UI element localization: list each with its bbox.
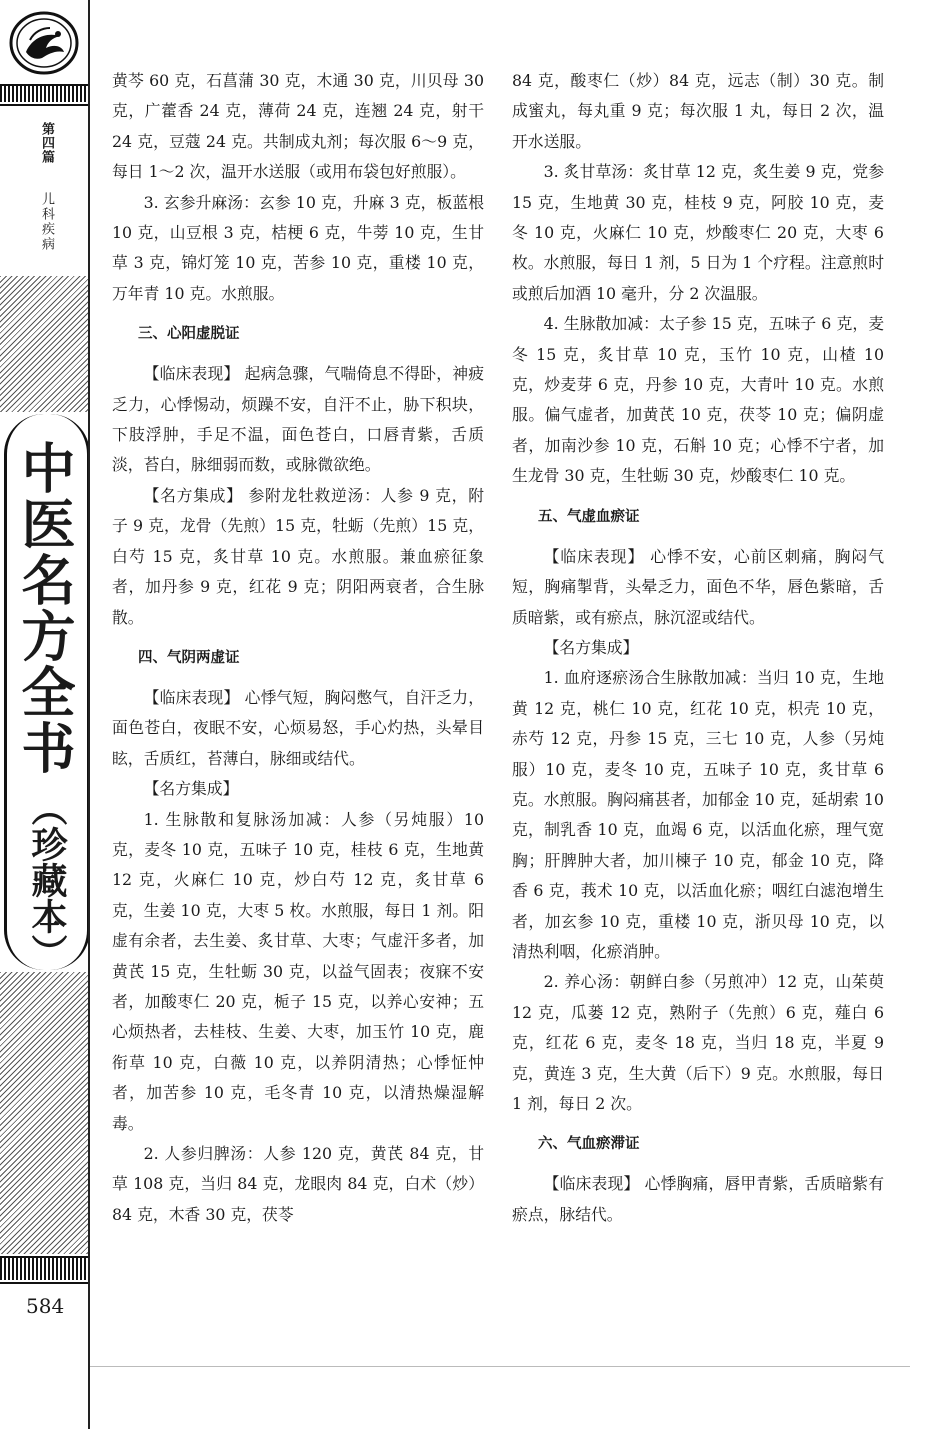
divider [0, 1282, 88, 1284]
paragraph: 1. 血府逐瘀汤合生脉散加减：当归 10 克，生地黄 12 克，桃仁 10 克，红花 10 克，枳壳 10 克，赤芍 12 克，丹参 15 克，三七 10 克，人参（另炖服）10 克，麦冬 10 克，五味子 10 克，炙甘草 6 克。水煎服。胸闷痛甚者，加郁金 10 克，延胡索 10 克，制乳香 10 克，血竭 6 克，以活血化瘀，理气宽胸；肝脾肿大者，加川楝子 10 克，郁金 10 克，降香 6 克，莪术 10 克，以活血化瘀；咽红白滤泡增生者，加玄参 10 克，重楼 10 克，浙贝母 10 克，以清热利咽，化瘀消肿。 [512, 668, 884, 961]
paragraph: 【名方集成】 参附龙牡救逆汤：人参 9 克，附子 9 克，龙骨（先煎）15 克，牡蛎（先煎）15 克，白芍 15 克，炙甘草 10 克。水煎服。兼血瘀征象者，加丹参 9 克，红花 9 克；阴阳两衰者，合生脉散。 [112, 485, 484, 627]
paragraph: 2. 人参归脾汤：人参 120 克，黄芪 84 克，甘草 108 克，当归 84 克，龙眼肉 84 克，白术（炒）84 克，木香 30 克，茯苓 [112, 1144, 484, 1224]
sidebar-rule [88, 0, 90, 1429]
paragraph: 【临床表现】 心悸胸痛，唇甲青紫，舌质暗紫有瘀点，脉结代。 [512, 1174, 884, 1224]
section-heading: 六、气血瘀滞证 [538, 1136, 640, 1153]
phoenix-emblem-icon [8, 10, 80, 76]
paragraph: 3. 玄参升麻汤：玄参 10 克，升麻 3 克，板蓝根 10 克，山豆根 3 克，桔梗 6 克，牛蒡 10 克，生甘草 3 克，锦灯笼 10 克，苦参 10 克，重楼 10 克，万年青 10 克。水煎服。 [112, 192, 484, 303]
paragraph: 1. 生脉散和复脉汤加减：人参（另炖服）10 克，麦冬 10 克，五味子 10 克，桂枝 6 克，生地黄 12 克，火麻仁 10 克，炒白芍 12 克，炙甘草 6 克，生姜 10 克，大枣 5 枚。水煎服，每日 1 剂。阳虚有余者，去生姜、炙甘草、大枣；气虚汗多者，加黄芪 15 克，生牡蛎 30 克，以益气固表；夜寐不安者，加酸枣仁 20 克，栀子 15 克，以养心安神；五心烦热者，去桂枝、生姜、大枣，加玉竹 10 克，鹿衔草 10 克，白薇 10 克，以养阴清热；心悸怔忡者，加苦参 10 克，毛冬青 10 克，以清热燥湿解毒。 [112, 809, 484, 1133]
paragraph: 2. 养心汤：朝鲜白参（另煎冲）12 克，山茱萸 12 克，瓜蒌 12 克，熟附子（先煎）6 克，薤白 6 克，红花 6 克，麦冬 18 克，当归 18 克，半夏 9 克，黄连 3 克，生大黄（后下）9 克。水煎服，每日 1 剂，每日 2 次。 [512, 972, 884, 1113]
section-label: 第四篇 [39, 122, 54, 164]
section-heading: 三、心阳虚脱证 [138, 326, 240, 343]
paragraph: 【临床表现】 心悸气短，胸闷憋气，自汗乏力，面色苍白，夜眠不安，心烦易怒，手心灼热，头晕目眩，舌质红，苔薄白，脉细或结代。 [112, 687, 484, 768]
divider [0, 84, 88, 86]
divider [0, 104, 88, 106]
paragraph: 4. 生脉散加减：太子参 15 克，五味子 6 克，麦冬 15 克，炙甘草 10 克，玉竹 10 克，山楂 10 克，炒麦芽 6 克，丹参 10 克，大青叶 10 克。水煎服。偏气虚者，加黄芪 10 克，茯苓 10 克；偏阴虚者，加南沙参 10 克，石斛 10 克；心悸不宁者，加生龙骨 30 克，生牡蛎 30 克，炒酸枣仁 10 克。 [512, 314, 884, 486]
book-edition: （珍藏本） [26, 790, 67, 970]
divider [0, 1256, 88, 1258]
paragraph: 【名方集成】 [143, 779, 239, 799]
paragraph: 【临床表现】 起病急骤，气喘倚息不得卧，神疲乏力，心悸惕动，烦躁不安，自汗不止，胁下积块，下肢浮肿，手足不温，面色苍白，口唇青紫，舌质淡，苔白，脉细弱而数，或脉微欲绝。 [112, 364, 484, 475]
bottom-rule [90, 1366, 910, 1367]
decorative-hatch [0, 276, 88, 412]
right-column [512, 66, 884, 1230]
decorative-hatch [0, 972, 88, 1254]
book-title: 中医名方全书 [13, 440, 76, 776]
page-number: 584 [26, 1294, 65, 1318]
section-heading: 四、气阴两虚证 [138, 649, 240, 666]
left-column [112, 66, 484, 1230]
paragraph: 【临床表现】 心悸不安，心前区刺痛，胸闷气短，胸痛掣背，头晕乏力，面色不华，唇色紫暗，舌质暗紫，或有瘀点，脉沉涩或结代。 [512, 546, 884, 627]
decorative-band-bottom [0, 1258, 88, 1280]
decorative-band-top [0, 86, 88, 102]
paragraph: 【名方集成】 [543, 637, 639, 657]
section-subtitle: 儿科疾病 [39, 192, 54, 252]
paragraph: 3. 炙甘草汤：炙甘草 12 克，炙生姜 9 克，党参 15 克，生地黄 30 克，桂枝 9 克，阿胶 10 克，麦冬 10 克，火麻仁 10 克，炒酸枣仁 20 克，大枣 6 枚。水煎服，每日 1 剂，5 日为 1 个疗程。注意煎时或煎后加酒 10 毫升，分 2 次温服。 [512, 162, 884, 303]
paragraph: 84 克，酸枣仁（炒）84 克，远志（制）30 克。制成蜜丸，每丸重 9 克；每次服 1 丸，每日 2 次，温开水送服。 [512, 71, 884, 151]
sidebar [0, 0, 88, 1429]
section-heading: 五、气虚血瘀证 [538, 508, 640, 525]
paragraph: 黄芩 60 克，石菖蒲 30 克，木通 30 克，川贝母 30 克，广藿香 24 克，薄荷 24 克，连翘 24 克，射干 24 克，豆蔻 24 克。共制成丸剂；每次服 6～9 克，每日 1～2 次，温开水送服（或用布袋包好煎服）。 [112, 71, 484, 182]
